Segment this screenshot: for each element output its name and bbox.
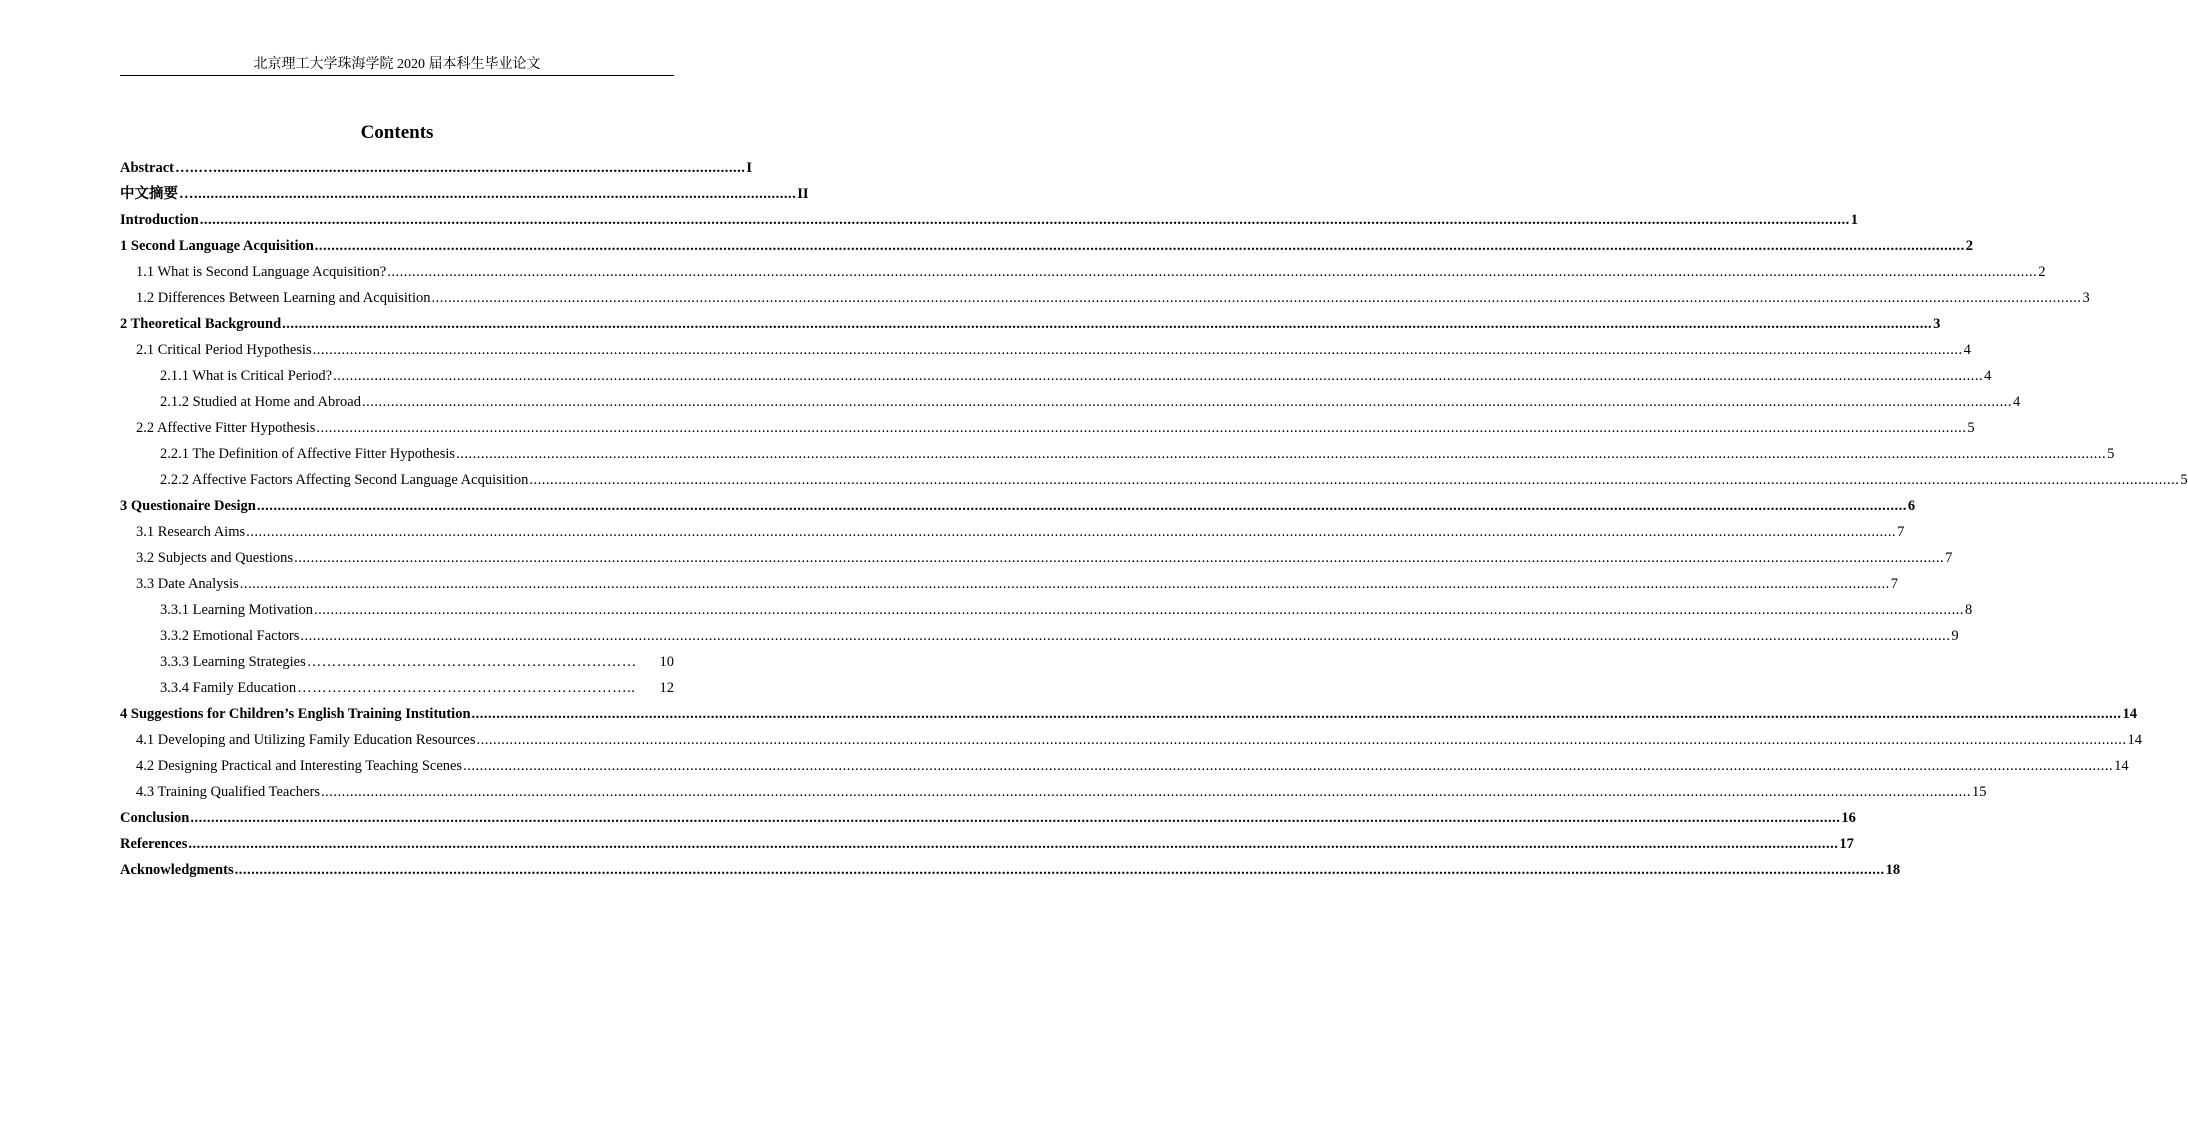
toc-entry-page-number: 9 [1951, 628, 1959, 644]
toc-entry-label: 2.2 Affective Fitter Hypothesis [136, 420, 316, 436]
toc-entry[interactable] [120, 363, 1992, 389]
dot-leader: ................................................................................................................................................................................................................................................................................................................................................................................................................ [471, 706, 2122, 722]
toc-entry[interactable] [120, 779, 1987, 805]
toc-entry-page-number: 14 [2127, 732, 2142, 748]
toc-entry[interactable] [120, 831, 1854, 857]
toc-entry[interactable] [120, 701, 2138, 727]
toc-entry[interactable] [120, 597, 1973, 623]
dot-leader: ................................................................................................................................................................................................................................................................................................................................................................................................................ [320, 784, 1971, 800]
toc-entry-page-number: 8 [1965, 602, 1973, 618]
toc-entry[interactable] [120, 389, 2021, 415]
toc-entry[interactable] [120, 727, 2142, 753]
toc-entry[interactable] [120, 545, 1953, 571]
toc-entry[interactable] [120, 415, 1975, 441]
dot-leader: ….................................................................................................................................................. [179, 186, 797, 202]
toc-entry-page-number: 14 [2114, 758, 2129, 774]
toc-entry-label: 3.2 Subjects and Questions [136, 550, 294, 566]
toc-entry-label: 中文摘要 [120, 186, 178, 202]
dot-leader: ................................................................................................................................................................................................................................................................................................................................................................................................................ [456, 446, 2107, 462]
toc-entry-page-number: 7 [1945, 550, 1953, 566]
dot-leader: ................................................................................................................................................................................................................................................................................................................................................................................................................ [361, 394, 2012, 410]
dot-leader: ................................................................................................................................................................................................................................................................................................................................................................................................................ [282, 316, 1933, 332]
dot-leader: ................................................................................................................................................................................................................................................................................................................................................................................................................ [239, 576, 1890, 592]
dot-leader: ................................................................................................................................................................................................................................................................................................................................................................................................................ [234, 862, 1885, 878]
dot-leader: ………………………………………………………….. [297, 680, 636, 696]
running-header: 北京理工大学珠海学院 2020 届本科生毕业论文 [253, 57, 541, 72]
toc-entry-page-number: 7 [1897, 524, 1905, 540]
toc-entry-page-number: 14 [2122, 706, 2138, 722]
dot-leader: ................................................................................................................................................................................................................................................................................................................................................................................................................ [312, 342, 1963, 358]
dot-leader: ................................................................................................................................................................................................................................................................................................................................................................................................................ [476, 732, 2127, 748]
toc-entry[interactable] [120, 285, 2090, 311]
toc-entry-page-number: 12 [659, 680, 674, 696]
toc-entry-page-number: 5 [1967, 420, 1975, 436]
toc-entry-page-number: 1 [1850, 212, 1858, 228]
toc-entry[interactable] [120, 519, 1905, 545]
toc-entry[interactable] [120, 753, 2129, 779]
toc-entry-page-number: 18 [1885, 862, 1901, 878]
toc-entry[interactable] [120, 155, 752, 181]
toc-entry-label: References [120, 836, 188, 852]
toc-entry-label: Abstract [120, 160, 174, 176]
toc-entry[interactable] [120, 467, 2188, 493]
dot-leader: ................................................................................................................................................................................................................................................................................................................................................................................................................ [463, 758, 2114, 774]
toc-entry-label: Conclusion [120, 810, 190, 826]
toc-entry-label: 2.1 Critical Period Hypothesis [136, 342, 312, 358]
toc-entry-page-number: I [746, 160, 752, 176]
toc-entry-page-number: 10 [659, 654, 674, 670]
dot-leader: ................................................................................................................................................................................................................................................................................................................................................................................................................ [188, 836, 1839, 852]
toc-entry-label: 3.3.1 Learning Motivation [160, 602, 314, 618]
dot-leader: ………………………………………………………… [306, 654, 637, 670]
toc-entry[interactable] [120, 493, 1916, 519]
toc-entry-page-number: 17 [1839, 836, 1854, 852]
toc-entry-page-number: 3 [2082, 290, 2090, 306]
dot-leader: ................................................................................................................................................................................................................................................................................................................................................................................................................ [333, 368, 1984, 384]
toc-entry[interactable] [120, 441, 2115, 467]
toc-entry-page-number: 4 [2012, 394, 2021, 410]
toc-entry-label: 4 Suggestions for Children’s English Training Institution [120, 706, 471, 722]
dot-leader: ................................................................................................................................................................................................................................................................................................................................................................................................................ [316, 420, 1967, 436]
toc-entry[interactable] [120, 805, 1856, 831]
toc-entry[interactable] [120, 259, 2046, 285]
toc-entry-label: 3.3.3 Learning Strategies [160, 654, 306, 670]
dot-leader: ................................................................................................................................................................................................................................................................................................................................................................................................................ [300, 628, 1951, 644]
dot-leader: ................................................................................................................................................................................................................................................................................................................................................................................................................ [431, 290, 2082, 306]
toc-entry-page-number: 15 [1971, 784, 1987, 800]
toc-entry-page-number: 6 [1907, 498, 1916, 514]
toc-entry-page-number: II [797, 186, 809, 202]
dot-leader: ................................................................................................................................................................................................................................................................................................................................................................................................................ [199, 212, 1850, 228]
page-title: Contents [360, 122, 434, 143]
dot-leader: ................................................................................................................................................................................................................................................................................................................................................................................................................ [387, 264, 2038, 280]
toc-entry-label: 1.2 Differences Between Learning and Acquisition [136, 290, 431, 306]
toc-entry-page-number: 4 [1963, 342, 1971, 358]
toc-entry-label: 3.3.2 Emotional Factors [160, 628, 300, 644]
toc-entry-label: Acknowledgments [120, 862, 234, 878]
toc-entry[interactable] [120, 337, 1971, 363]
dot-leader: ................................................................................................................................................................................................................................................................................................................................................................................................................ [314, 238, 1965, 254]
toc-entry-label: 2 Theoretical Background [120, 316, 282, 332]
toc-entry[interactable] [120, 233, 1974, 259]
toc-entry-page-number: 7 [1890, 576, 1898, 592]
toc-entry-label: 2.1.1 What is Critical Period? [160, 368, 333, 384]
toc-entry[interactable] [120, 623, 1959, 649]
table-of-contents [120, 155, 2188, 883]
toc-entry-label: 3.3 Date Analysis [136, 576, 239, 592]
toc-entry-page-number: 3 [1933, 316, 1941, 332]
toc-entry-page-number: 16 [1841, 810, 1856, 826]
toc-entry[interactable] [120, 207, 1858, 233]
toc-entry-label: 4.1 Developing and Utilizing Family Education Resources [136, 732, 476, 748]
toc-entry[interactable] [120, 311, 1941, 337]
dot-leader: ................................................................................................................................................................................................................................................................................................................................................................................................................ [314, 602, 1965, 618]
toc-entry[interactable] [120, 571, 1898, 597]
toc-entry-page-number: 5 [2107, 446, 2115, 462]
toc-entry-label: 1 Second Language Acquisition [120, 238, 314, 254]
header-rule [120, 75, 674, 76]
toc-entry[interactable] [120, 181, 809, 207]
dot-leader: ................................................................................................................................................................................................................................................................................................................................................................................................................ [256, 498, 1907, 514]
toc-entry-label: 2.2.2 Affective Factors Affecting Second Language Acquisition [160, 472, 529, 488]
toc-entry-label: 1.1 What is Second Language Acquisition? [136, 264, 387, 280]
toc-entry-label: 3.1 Research Aims [136, 524, 246, 540]
dot-leader: ................................................................................................................................................................................................................................................................................................................................................................................................................ [294, 550, 1945, 566]
toc-entry-label: 4.2 Designing Practical and Interesting Teaching Scenes [136, 758, 463, 774]
toc-entry-label: 3.3.4 Family Education [160, 680, 297, 696]
dot-leader: …..…................................................................................................................................. [174, 160, 746, 176]
toc-entry-label: 4.3 Training Qualified Teachers [136, 784, 320, 800]
dot-leader: ................................................................................................................................................................................................................................................................................................................................................................................................................ [529, 472, 2180, 488]
toc-entry-page-number: 5 [2180, 472, 2188, 488]
toc-entry-label: Introduction [120, 212, 199, 228]
toc-entry-label: 2.1.2 Studied at Home and Abroad [160, 394, 361, 410]
toc-entry-label: 2.2.1 The Definition of Affective Fitter Hypothesis [160, 446, 456, 462]
toc-entry-label: 3 Questionaire Design [120, 498, 256, 514]
toc-entry-page-number: 4 [1984, 368, 1992, 384]
toc-entry[interactable] [120, 857, 1901, 883]
dot-leader: ................................................................................................................................................................................................................................................................................................................................................................................................................ [246, 524, 1897, 540]
dot-leader: ................................................................................................................................................................................................................................................................................................................................................................................................................ [190, 810, 1841, 826]
toc-entry[interactable] [120, 675, 674, 701]
toc-entry-page-number: 2 [1965, 238, 1974, 254]
toc-entry[interactable] [120, 649, 674, 675]
toc-entry-page-number: 2 [2038, 264, 2046, 280]
